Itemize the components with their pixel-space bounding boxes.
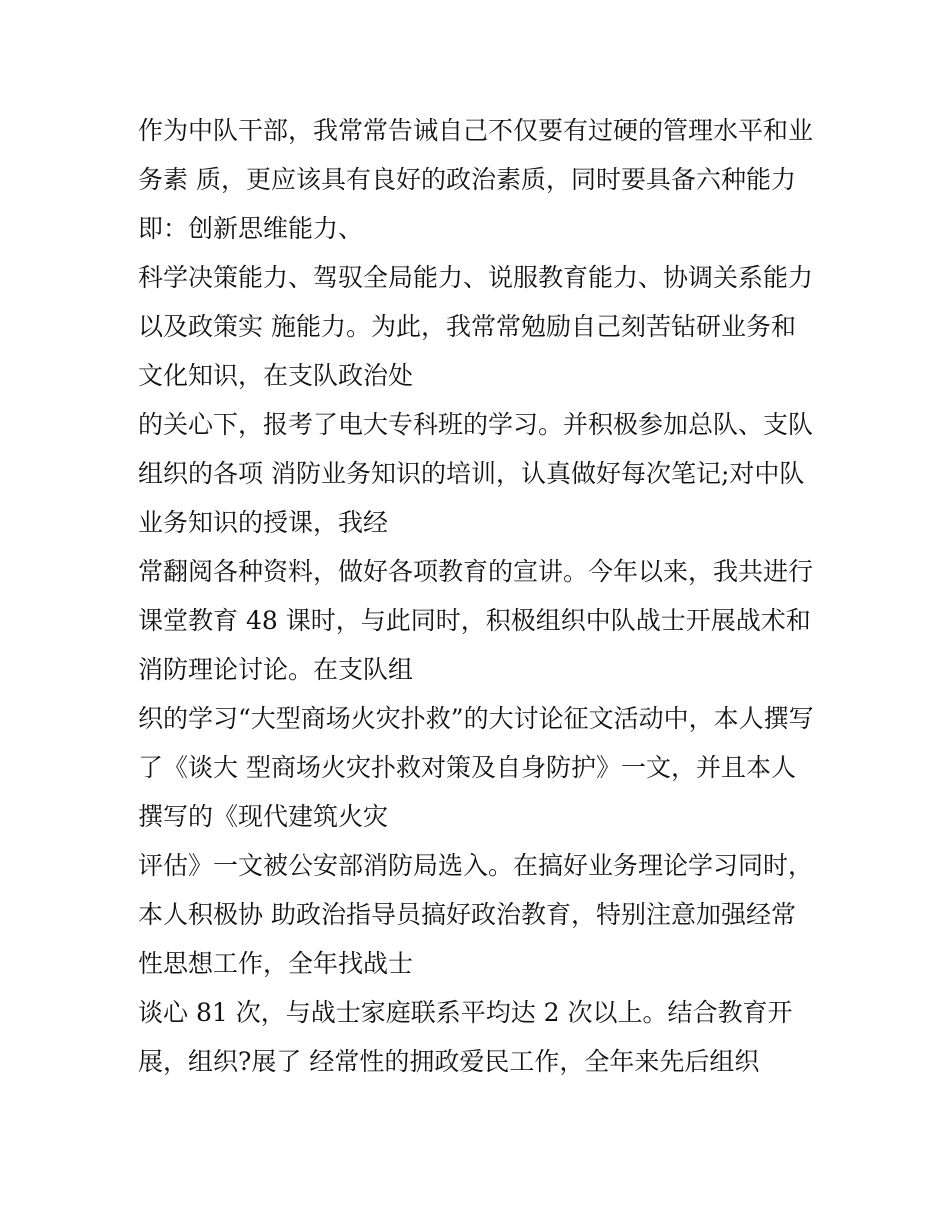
- text-line: 以及政策实 施能力。为此，我常常勉励自己刻苦钻研业务和: [138, 312, 796, 341]
- text-line: 即：创新思维能力、: [138, 214, 364, 243]
- text-line: 谈心 81 次，与战士家庭联系平均达 2 次以上。结合教育开: [138, 998, 793, 1027]
- text-line: 性思想工作，全年找战士: [138, 949, 414, 978]
- text-line: 评估》一文被公安部消防局选入。在搞好业务理论学习同时，: [138, 851, 814, 880]
- text-line: 消防理论讨论。在支队组: [138, 655, 414, 684]
- text-line: 课堂教育 48 课时，与此同时，积极组织中队战士开展战术和: [138, 606, 811, 635]
- text-line: 组织的各项 消防业务知识的培训，认真做好每次笔记;对中队: [138, 459, 805, 488]
- text-line: 本人积极协 助政治指导员搞好政治教育，特别注意加强经常: [138, 900, 796, 929]
- text-line: 的关心下，报考了电大专科班的学习。并积极参加总队、支队: [138, 410, 814, 439]
- text-line: 务素 质，更应该具有良好的政治素质，同时要具备六种能力: [138, 165, 796, 194]
- text-line: 展，组织?展了 经常性的拥政爱民工作，全年来先后组织: [138, 1047, 760, 1076]
- text-line: 业务知识的授课，我经: [138, 508, 389, 537]
- text-line: 织的学习“大型商场火灾扑救”的大讨论征文活动中，本人撰写: [138, 704, 814, 733]
- text-line: 作为中队干部，我常常告诫自己不仅要有过硬的管理水平和业: [138, 116, 814, 145]
- text-line: 科学决策能力、驾驭全局能力、说服教育能力、协调关系能力: [138, 263, 814, 292]
- text-line: 文化知识，在支队政治处: [138, 361, 414, 390]
- text-line: 撰写的《现代建筑火灾: [138, 802, 389, 831]
- document-body: [138, 106, 828, 1086]
- text-line: 了《谈大 型商场火灾扑救对策及自身防护》一文，并且本人: [138, 753, 796, 782]
- text-line: 常翻阅各种资料，做好各项教育的宣讲。今年以来，我共进行: [138, 557, 814, 586]
